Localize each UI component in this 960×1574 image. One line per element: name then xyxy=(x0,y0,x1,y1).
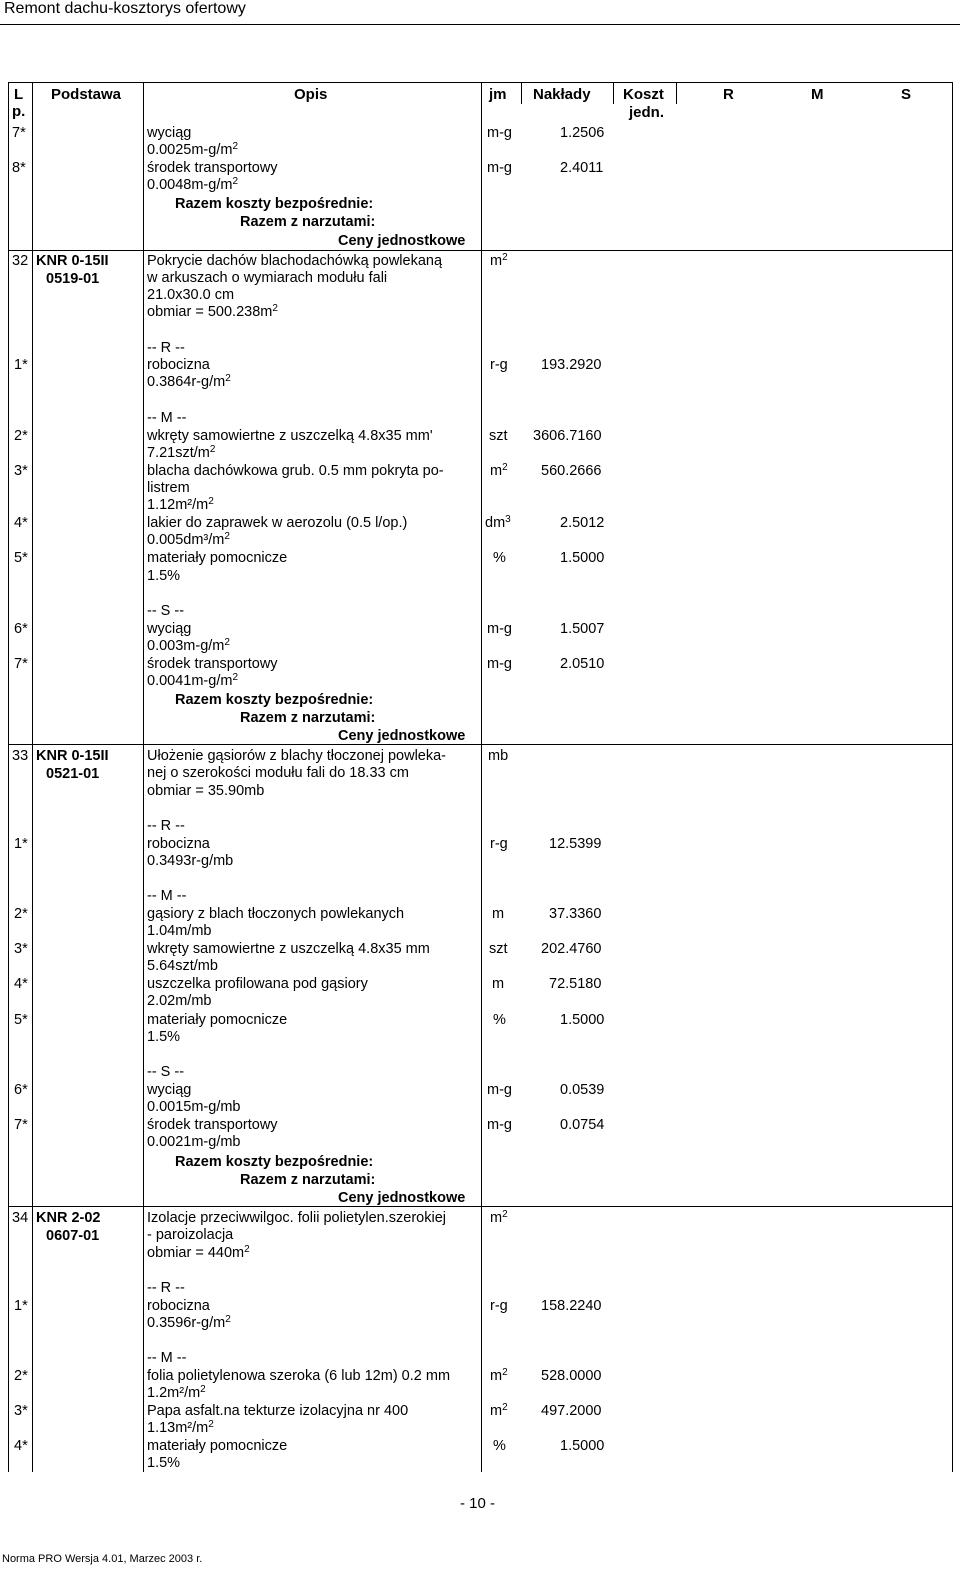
norm-cell: $7.21szt/m^2$ xyxy=(147,444,216,461)
lp-cell: 1* xyxy=(14,357,28,373)
jm-cell: $m^2$ xyxy=(490,1367,508,1384)
jm-cell: r-g xyxy=(490,836,508,852)
opis-cell: materiały pomocnicze xyxy=(147,1012,288,1028)
opis-cell: środek transportowy xyxy=(147,656,278,672)
opis-cell: uszczelka profilowana pod gąsiory xyxy=(147,976,368,992)
podstawa-code: KNR 0-15II xyxy=(36,748,109,764)
naklady-cell: 3606.7160 xyxy=(533,428,602,444)
col-border-r-head xyxy=(676,82,677,104)
jm-cell: m-g xyxy=(487,1082,512,1098)
lp-cell: 6* xyxy=(14,621,28,637)
position-description: nej o szerokości modułu fali do 18.33 cm xyxy=(147,765,409,781)
norm-cell: $0.0025m-g/m^2$ xyxy=(147,141,238,158)
lp-cell: 5* xyxy=(14,1012,28,1028)
position-description: w arkuszach o wymiarach modułu fali xyxy=(147,270,388,286)
norm-cell: 0.0015m-g/mb xyxy=(147,1099,241,1115)
naklady-cell: 528.0000 xyxy=(541,1368,602,1384)
norm-cell: $0.3864r-g/m^2$ xyxy=(147,373,231,390)
podstawa-code: KNR 2-02 xyxy=(36,1210,101,1226)
summary-bezposrednie: Razem koszty bezpośrednie: xyxy=(175,1154,374,1170)
document-title: Remont dachu-kosztorys ofertowy xyxy=(4,0,246,17)
opis-cell: wyciąg xyxy=(147,621,192,637)
lp-cell: 7* xyxy=(14,656,28,672)
col-border-opis xyxy=(143,82,144,1472)
section-s-header: -- S -- xyxy=(147,603,185,619)
summary-ceny: Ceny jednostkowe xyxy=(338,728,466,744)
norm-cell: $0.005dm^3/m^2$ xyxy=(147,531,230,548)
row-sep-32 xyxy=(8,250,952,251)
lp-cell: 8* xyxy=(12,160,26,176)
section-r-header: -- R -- xyxy=(147,1280,185,1296)
position-number: 33 xyxy=(12,748,29,764)
naklady-cell: 12.5399 xyxy=(549,836,602,852)
opis-cell: środek transportowy xyxy=(147,160,278,176)
col-header-koszt: Koszt xyxy=(623,86,664,103)
lp-cell: 6* xyxy=(14,1082,28,1098)
naklady-cell: 1.5007 xyxy=(560,621,605,637)
opis-cell: materiały pomocnicze xyxy=(147,550,288,566)
position-description: Pokrycie dachów blachodachówką powlekaną xyxy=(147,253,443,269)
opis-cell: blacha dachówkowa grub. 0.5 mm pokryta po- xyxy=(147,463,444,479)
opis-cell-2: listrem xyxy=(147,480,190,496)
lp-cell: 7* xyxy=(14,1117,28,1133)
opis-cell: robocizna xyxy=(147,357,210,373)
position-obmiar: obmiar = $440m^2$ xyxy=(147,1244,250,1261)
section-s-header: -- S -- xyxy=(147,1064,185,1080)
jm-cell: $m^2$ xyxy=(490,1402,508,1419)
row-sep-34 xyxy=(8,1206,952,1207)
naklady-cell: 1.5000 xyxy=(560,1012,605,1028)
lp-cell: 2* xyxy=(14,906,28,922)
col-border-right xyxy=(952,82,953,1472)
jm-cell: % xyxy=(493,1012,506,1028)
naklady-cell: 1.2506 xyxy=(560,125,605,141)
naklady-cell: 497.2000 xyxy=(541,1403,602,1419)
norm-cell: $0.3596r-g/m^2$ xyxy=(147,1314,231,1331)
lp-cell: 4* xyxy=(14,515,28,531)
lp-cell: 3* xyxy=(14,1403,28,1419)
lp-cell: 7* xyxy=(12,125,26,141)
naklady-cell: 2.0510 xyxy=(560,656,605,672)
opis-cell: środek transportowy xyxy=(147,1117,278,1133)
col-header-podstawa: Podstawa xyxy=(51,86,122,103)
page-number: - 10 - xyxy=(460,1495,496,1512)
podstawa-code-2: 0607-01 xyxy=(46,1228,100,1244)
norm-cell: $0.0041m-g/m^2$ xyxy=(147,672,238,689)
position-unit: mb xyxy=(488,748,509,764)
naklady-cell: 193.2920 xyxy=(541,357,602,373)
opis-cell: materiały pomocnicze xyxy=(147,1438,288,1454)
col-header-jm: jm xyxy=(489,86,507,103)
summary-bezposrednie: Razem koszty bezpośrednie: xyxy=(175,692,374,708)
section-m-header: -- M -- xyxy=(147,1350,187,1366)
lp-cell: 2* xyxy=(14,428,28,444)
norm-cell: $1.12m^2/m^2$ xyxy=(147,496,214,513)
position-unit: $m^2$ xyxy=(490,1209,508,1226)
podstawa-code: KNR 0-15II xyxy=(36,253,109,269)
col-border-podstawa xyxy=(32,82,33,1472)
jm-cell: m-g xyxy=(487,656,512,672)
jm-cell: r-g xyxy=(490,1298,508,1314)
jm-cell: szt xyxy=(489,428,508,444)
col-border-naklady-head xyxy=(521,82,522,104)
naklady-cell: 2.5012 xyxy=(560,515,605,531)
section-m-header: -- M -- xyxy=(147,410,187,426)
norm-cell: 1.04m/mb xyxy=(147,923,212,939)
col-header-opis: Opis xyxy=(294,86,328,103)
col-header-r: R xyxy=(723,86,734,103)
col-border-koszt-head xyxy=(613,82,614,104)
naklady-cell: 0.0539 xyxy=(560,1082,605,1098)
section-m-header: -- M -- xyxy=(147,888,187,904)
opis-cell: wkręty samowiertne z uszczelką 4.8x35 mm xyxy=(147,941,430,957)
podstawa-code-2: 0521-01 xyxy=(46,766,100,782)
col-header-lp-2: p. xyxy=(12,103,26,120)
lp-cell: 4* xyxy=(14,1438,28,1454)
row-sep-33 xyxy=(8,744,952,745)
jm-cell: % xyxy=(493,550,506,566)
col-header-naklady: Nakłady xyxy=(533,86,591,103)
norm-cell: 5.64szt/mb xyxy=(147,958,218,974)
position-number: 32 xyxy=(12,253,29,269)
jm-cell: m xyxy=(492,906,505,922)
opis-cell: robocizna xyxy=(147,1298,210,1314)
footer-software-version: Norma PRO Wersja 4.01, Marzec 2003 r. xyxy=(2,1553,203,1565)
naklady-cell: 202.4760 xyxy=(541,941,602,957)
naklady-cell: 560.2666 xyxy=(541,463,602,479)
lp-cell: 1* xyxy=(14,836,28,852)
jm-cell: m xyxy=(492,976,505,992)
summary-narzuty: Razem z narzutami: xyxy=(240,710,376,726)
col-header-s: S xyxy=(901,86,912,103)
naklady-cell: 37.3360 xyxy=(549,906,602,922)
norm-cell: 0.3493r-g/mb xyxy=(147,853,234,869)
opis-cell: gąsiory z blach tłoczonych powlekanych xyxy=(147,906,405,922)
norm-cell: $0.003m-g/m^2$ xyxy=(147,637,230,654)
jm-cell: m-g xyxy=(487,125,512,141)
position-description: Izolacje przeciwwilgoc. folii polietylen.szerokiej xyxy=(147,1210,446,1226)
jm-cell: m-g xyxy=(487,621,512,637)
position-description: Ułożenie gąsiorów z blachy tłoczonej powleka- xyxy=(147,748,447,764)
naklady-cell: 2.4011 xyxy=(560,160,604,176)
summary-narzuty: Razem z narzutami: xyxy=(240,1172,376,1188)
section-r-header: -- R -- xyxy=(147,818,185,834)
lp-cell: 3* xyxy=(14,941,28,957)
naklady-cell: 0.0754 xyxy=(560,1117,605,1133)
opis-cell: folia polietylenowa szeroka (6 lub 12m) 0.2 mm xyxy=(147,1368,451,1384)
opis-cell: Papa asfalt.na tekturze izolacyjna nr 400 xyxy=(147,1403,409,1419)
col-header-koszt-2: jedn. xyxy=(629,104,665,121)
col-border-jm xyxy=(481,82,482,1472)
col-border-lp xyxy=(8,82,9,1472)
naklady-cell: 1.5000 xyxy=(560,550,605,566)
jm-cell: m-g xyxy=(487,160,512,176)
position-unit: $m^2$ xyxy=(490,252,508,269)
position-obmiar: obmiar = 35.90mb xyxy=(147,783,265,799)
naklady-cell: 72.5180 xyxy=(549,976,602,992)
position-description: 21.0x30.0 cm xyxy=(147,287,235,303)
norm-cell: 1.5% xyxy=(147,1455,181,1471)
lp-cell: 2* xyxy=(14,1368,28,1384)
opis-cell: wkręty samowiertne z uszczelką 4.8x35 mm' xyxy=(147,428,433,444)
norm-cell: 0.0021m-g/mb xyxy=(147,1134,241,1150)
lp-cell: 1* xyxy=(14,1298,28,1314)
podstawa-code-2: 0519-01 xyxy=(46,271,100,287)
norm-cell: $0.0048m-g/m^2$ xyxy=(147,176,238,193)
norm-cell: 1.5% xyxy=(147,1029,181,1045)
norm-cell: 2.02m/mb xyxy=(147,993,212,1009)
col-header-m: M xyxy=(811,86,824,103)
jm-cell: $m^2$ xyxy=(490,462,508,479)
table-top-border xyxy=(8,82,952,83)
naklady-cell: 1.5000 xyxy=(560,1438,605,1454)
naklady-cell: 158.2240 xyxy=(541,1298,602,1314)
opis-cell: lakier do zaprawek w aerozolu (0.5 l/op.) xyxy=(147,515,408,531)
position-number: 34 xyxy=(12,1210,29,1226)
summary-narzuty: Razem z narzutami: xyxy=(240,214,376,230)
norm-cell: $1.2m^2/m^2$ xyxy=(147,1384,206,1401)
jm-cell: m-g xyxy=(487,1117,512,1133)
lp-cell: 5* xyxy=(14,550,28,566)
summary-ceny: Ceny jednostkowe xyxy=(338,233,466,249)
position-obmiar: obmiar = $500.238m^2$ xyxy=(147,303,278,320)
jm-cell: $dm^3$ xyxy=(485,514,511,531)
col-header-lp: L xyxy=(14,86,24,103)
summary-bezposrednie: Razem koszty bezpośrednie: xyxy=(175,196,374,212)
jm-cell: r-g xyxy=(490,357,508,373)
jm-cell: % xyxy=(493,1438,506,1454)
lp-cell: 3* xyxy=(14,463,28,479)
norm-cell: $1.13m^2/m^2$ xyxy=(147,1419,214,1436)
norm-cell: 1.5% xyxy=(147,568,181,584)
position-description: - paroizolacja xyxy=(147,1227,234,1243)
summary-ceny: Ceny jednostkowe xyxy=(338,1190,466,1206)
lp-cell: 4* xyxy=(14,976,28,992)
jm-cell: szt xyxy=(489,941,508,957)
opis-cell: wyciąg xyxy=(147,125,192,141)
opis-cell: wyciąg xyxy=(147,1082,192,1098)
opis-cell: robocizna xyxy=(147,836,210,852)
section-r-header: -- R -- xyxy=(147,340,185,356)
